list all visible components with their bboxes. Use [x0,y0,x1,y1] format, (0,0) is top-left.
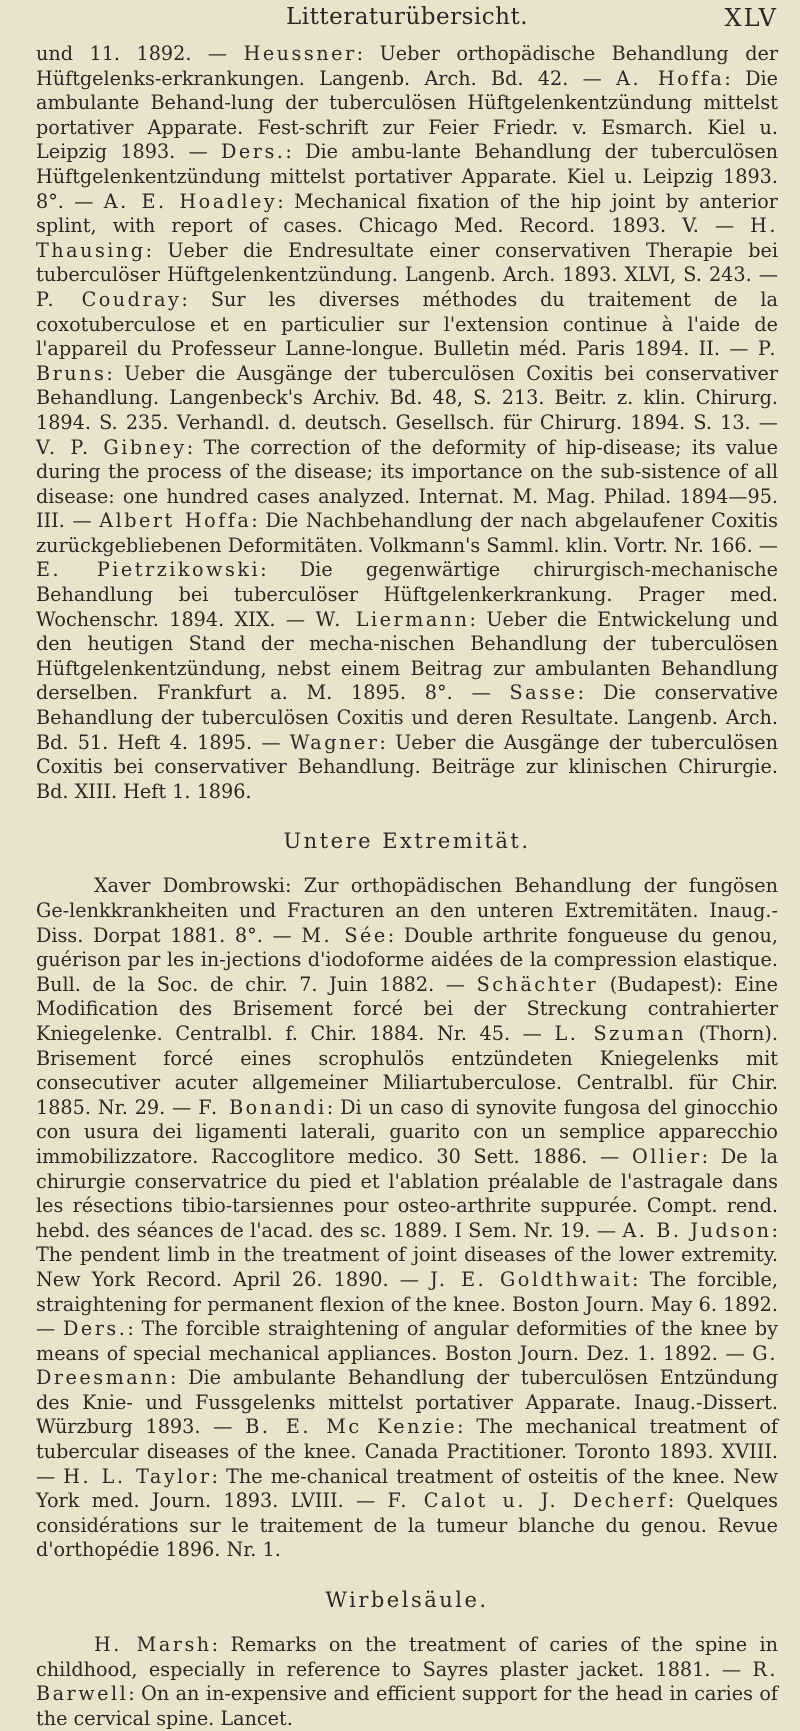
author-name: R. Barwell [36,1657,778,1706]
author-name: A. Hoffa [616,66,725,90]
bibliography-paragraph-spine [36,1633,778,1731]
bibliography-paragraph-hip [36,42,778,804]
citation-text: : Ueber die Ausgänge der tuberculösen Coxitis bei conservativer Behandlung. Beiträge zur klinischen Chirurgie. Bd. XIII. Heft 1. 1896. [36,730,778,803]
citation-text: : Di un caso di synovite fungosa del ginocchio con usura dei ligamenti laterali, guarito con un semplice apparecchio immobilizzatore. Raccoglitore medico. 30 Sett. 1886. — [36,1095,779,1168]
citation-text: : Die gegenwärtige chirurgisch-mechanische Behandlung bei tuberculöser Hüftgelenkerkrankung. Prager med. Wochenschr. 1894. XIX. — [36,558,778,631]
author-name: P. Bruns [36,337,778,385]
citation-text: : Ueber orthopädische Behandlung der Hüftgelenks-erkrankungen. Langenb. Arch. Bd. 42. — [36,42,779,90]
citation-text: : Ueber die Ausgänge der tuberculösen Coxitis bei conservativer Behandlung. Langenbeck's Archiv. Bd. 48, S. 213. Beitr. z. klin. Chirurg. 1894. S. 235. Verhandl. d. deutsch. Gesellsch. für Chirurg. 1894. S. 13. — [36,361,778,434]
citation-text: : Die conservative Behandlung der tuberculösen Coxitis und deren Resultate. Langenb. Arch. Bd. 51. Heft 4. 1895. — [36,681,778,754]
citation-text: (Thorn). Brisement forcé eines scrophulös entzündeten Kniegelenks mit consecutiver acuter allgemeiner Miliartuberculose. Centralbl. für Chir. 1885. Nr. 29. — [36,1021,778,1119]
author-name: Albert Hoffa [99,509,252,533]
author-name: Ders. [62,1317,128,1341]
author-name: P. Coudray [36,287,182,311]
citation-text: : Remarks on the treatment of caries of the spine in childhood, especially in reference to Sayres plaster jacket. 1881. — [36,1633,778,1681]
citation-text: : De la chirurgie conservatrice du pied et l'ablation préalable de l'astragale dans les résections tibio-tarsiennes pour osteo-arthrite suppurée. Compt. rend. hebd. des séances de l'acad. des sc. 1889. I Sem. Nr. 19. — [36,1144,778,1242]
author-name: F. Bonandi [198,1095,327,1119]
author-name: H. Thausing [36,214,778,262]
section-heading-spine: Wirbelsäule. [325,1588,489,1613]
citation-text: : The forcible, straightening for permanent flexion of the knee. Boston Journ. May 6. 1892. — [36,1267,778,1341]
author-name: H. Marsh [94,1633,212,1657]
citation-text: : Mechanical fixation of the hip joint by anterior splint, with report of cases. Chicago Med. Record. 1893. V. — [36,189,778,238]
citation-text: (Budapest): Eine Modification des Brisement forcé bei der Streckung contrahierter Kniegelenke. Centralbl. f. Chir. 1884. Nr. 45. — [36,972,778,1045]
citation-text: : The forcible straightening of angular deformities of the knee by means of special mechanical appliances. Boston Journ. Dez. 1. 1892. — [36,1317,779,1365]
bibliography-paragraph-lower-extremity [36,874,778,1563]
citation-text: : Die Nachbehandlung der nach abgelaufener Coxitis zurückgebliebenen Deformitäten. Volkmann's Samml. klin. Vortr. Nr. 166. — [36,509,778,557]
author-name: E. Pietrzikowski [36,558,261,582]
citation-text: : On an in-expensive and efficient support for the head in caries of the cervical spine. Lancet. [36,1682,778,1730]
author-name: V. P. Gibney [36,435,187,459]
citation-text: : Sur les diverses méthodes du traitement de la coxotuberculose et en particulier sur l'extension continue à l'aide de l'appareil du Professeur Lanne-longue. Bulletin méd. Paris 1894. II. — [36,287,778,361]
author-name: Schächter [476,972,599,996]
citation-text: : The mechanical treatment of tubercular diseases of the knee. Canada Practitioner. Toronto 1893. XVIII. — [36,1415,778,1488]
author-name: Wagner [289,730,380,754]
citation-text: Xaver Dombrowski [94,874,285,898]
author-name: F. Calot u. J. Decherf [387,1489,668,1513]
citation-text: : Ueber die Endresultate einer conservativen Therapie bei tuberculöser Hüftgelenkentzündung. Langenb. Arch. 1893. XLVI, S. 243. — [36,238,778,287]
author-name: J. E. Goldthwait [430,1267,633,1291]
author-name: A. B. Judson [622,1218,772,1242]
author-name: A. E. Hoadley [103,189,278,213]
author-name: M. Sée [301,923,388,947]
author-name: G. Dreesmann [36,1341,778,1390]
citation-text: : Ueber die Entwickelung und den heutigen Stand der mecha-nischen Behandlung der tuberculösen Hüftgelenkentzündung, nebst einem Beitrag zur ambulanten Behandlung derselben. Frankfurt a. M. 1895. 8°. — [36,607,778,705]
citation-text: : Die ambulante Behandlung der tuberculösen Entzündung des Knie- und Fussgelenks mittelst portativer Apparate. Inaug.-Dissert. Würzburg 1893. — [36,1366,778,1439]
author-name: Ders. [221,140,286,164]
citation-text: : Zur orthopädischen Behandlung der fungösen Ge-lenkkrankheiten und Fracturen an den unteren Extremitäten. Inaug.-Diss. Dorpat 1881. 8°. — [36,874,778,947]
citation-text: : The correction of the deformity of hip-disease; its value during the process of the disease; its importance on the sub-sistence of all disease: one hundred cases analyzed. Internat. M. Mag. Philad. 1894—95. III. — [36,435,778,533]
author-name: Sasse [509,681,578,705]
page-number: XLV [724,4,778,32]
running-title: Litteraturübersicht. [285,4,529,30]
author-name: Ollier [632,1144,702,1168]
citation-text: : The me-chanical treatment of osteitis of the knee. New York med. Journ. 1893. LVIII. — [36,1464,778,1513]
author-name: Heussner [243,42,357,65]
citation-text: und 11. 1892. — [36,42,244,65]
citation-text: : Double arthrite fongueuse du genou, guérison par les in-jections d'iodoforme aidées de la compression elastique. Bull. de la Soc. de chir. 7. Juin 1882. — [36,923,779,996]
citation-text: : Die ambu-lante Behandlung der tuberculösen Hüftgelenkentzündung mittelst portativer Apparate. Kiel u. Leipzig 1893. 8°. — [36,140,778,213]
author-name: B. E. Mc Kenzie [245,1415,458,1439]
running-header [36,0,778,42]
author-name: H. L. Taylor [63,1464,212,1488]
author-name: W. Liermann [315,607,470,631]
author-name: L. Szuman [554,1021,687,1045]
citation-text: : Die ambulante Behand-lung der tuberculösen Hüftgelenkentzündung mittelst portativer Apparate. Fest-schrift zur Feier Friedr. v. Esmarch. Kiel u. Leipzig 1893. — [36,66,778,164]
citation-text: : Quelques considérations sur le traitement de la tumeur blanche du genou. Revue d'orthopédie 1896. Nr. 1. [36,1489,778,1562]
citation-text: : The pendent limb in the treatment of joint diseases of the lower extremity. New York Record. April 26. 1890. — [36,1218,778,1291]
section-heading-lower-extremity: Untere Extremität. [283,829,531,854]
